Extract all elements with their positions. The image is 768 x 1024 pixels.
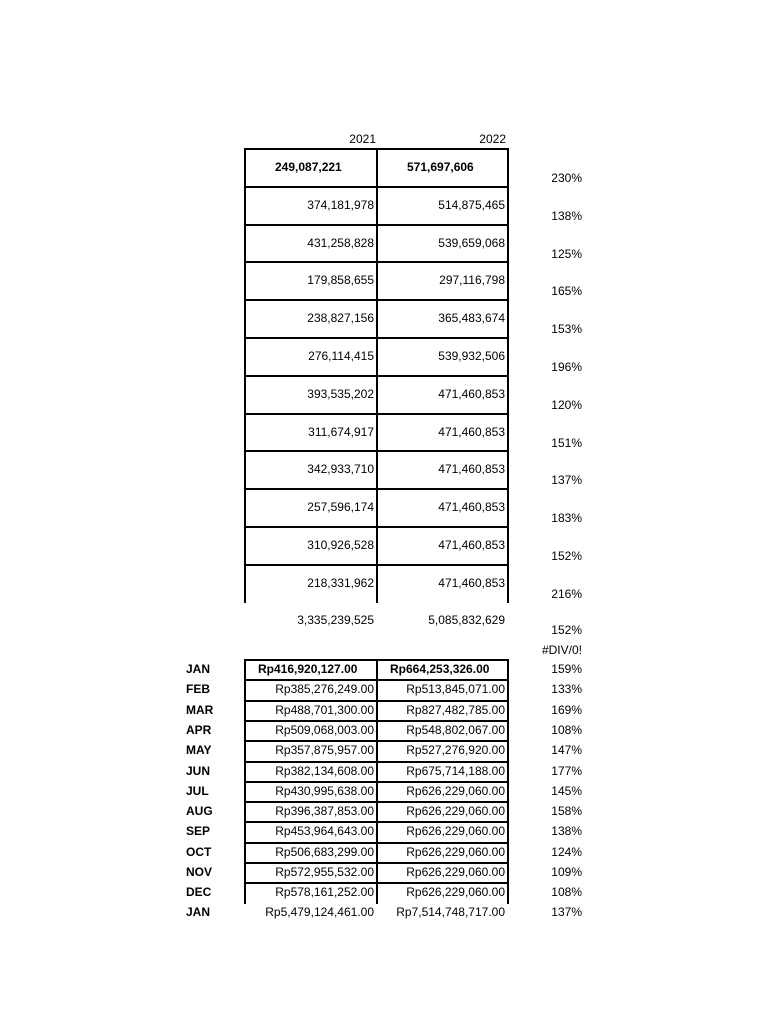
monthly-growth-pct: 169% [551, 703, 582, 717]
monthly-cell-2021: Rp509,068,003.00 [275, 723, 374, 737]
top-table-row-border [244, 299, 509, 301]
top-table-growth-pct: 137% [551, 473, 582, 487]
monthly-growth-pct: 108% [551, 723, 582, 737]
top-table-cell-2021: 342,933,710 [307, 462, 374, 476]
top-table-growth-pct: 153% [551, 322, 582, 336]
monthly-cell-2022: Rp626,229,060.00 [406, 784, 505, 798]
monthly-cell-2021: Rp578,161,252.00 [275, 885, 374, 899]
top-table-cell-2022: 471,460,853 [438, 538, 505, 552]
month-label: NOV [186, 865, 213, 879]
top-table-cell-2021: 257,596,174 [307, 500, 374, 514]
monthly-cell-2021: Rp572,955,532.00 [275, 865, 374, 879]
month-label: MAY [186, 743, 212, 757]
monthly-cell-2022: Rp548,802,067.00 [406, 723, 505, 737]
monthly-total-2022: Rp7,514,748,717.00 [396, 905, 505, 919]
top-table-row-border [244, 261, 509, 263]
monthly-cell-2022: Rp626,229,060.00 [406, 865, 505, 879]
top-table-growth-pct: 165% [551, 284, 582, 298]
monthly-cell-2021: Rp385,276,249.00 [275, 682, 374, 696]
month-label: AUG [186, 804, 213, 818]
monthly-table-row-border [244, 882, 509, 884]
top-table-cell-2021: 374,181,978 [307, 198, 374, 212]
top-table-growth-pct: 138% [551, 209, 582, 223]
month-label: JAN [186, 662, 211, 676]
month-label: JUN [186, 764, 211, 778]
monthly-cell-2022: Rp664,253,326.00 [390, 662, 490, 676]
top-table-cell-2022: 471,460,853 [438, 462, 505, 476]
monthly-cell-2021: Rp382,134,608.00 [275, 764, 374, 778]
top-table-cell-2021: 311,674,917 [308, 425, 374, 439]
monthly-cell-2021: Rp488,701,300.00 [275, 703, 374, 717]
monthly-cell-2022: Rp626,229,060.00 [406, 824, 505, 838]
monthly-growth-pct: 159% [551, 662, 582, 676]
monthly-growth-pct: 158% [551, 804, 582, 818]
month-label: OCT [186, 845, 212, 859]
month-label: JUL [186, 784, 209, 798]
top-table-cell-2022: 471,460,853 [438, 576, 505, 590]
div-zero-error-cell: #DIV/0! [541, 643, 582, 657]
monthly-table-row-border [244, 842, 509, 844]
month-label: MAR [186, 703, 214, 717]
top-table-row-border [244, 186, 509, 188]
monthly-table-row-border [244, 679, 509, 681]
top-table-row-border [244, 450, 509, 452]
top-table-cell-2022: 471,460,853 [438, 425, 505, 439]
top-table-total-pct: 152% [551, 623, 582, 637]
monthly-growth-pct: 177% [551, 764, 582, 778]
top-table-growth-pct: 230% [551, 171, 582, 185]
top-table-growth-pct: 216% [551, 587, 582, 601]
monthly-cell-2022: Rp626,229,060.00 [406, 885, 505, 899]
top-table-cell-2021: 249,087,221 [275, 160, 342, 174]
year-2022-header: 2022 [479, 132, 506, 146]
monthly-growth-pct: 147% [551, 743, 582, 757]
top-table-growth-pct: 196% [551, 360, 582, 374]
month-label: DEC [186, 885, 212, 899]
monthly-growth-pct: 133% [551, 682, 582, 696]
top-table-cell-2021: 238,827,156 [307, 311, 374, 325]
monthly-growth-pct: 138% [551, 824, 582, 838]
monthly-cell-2022: Rp626,229,060.00 [406, 845, 505, 859]
monthly-table-row-border [244, 659, 509, 661]
monthly-table-row-border [244, 821, 509, 823]
monthly-cell-2021: Rp453,964,643.00 [275, 824, 374, 838]
top-table-row-border [244, 337, 509, 339]
monthly-total-pct: 137% [551, 905, 582, 919]
top-table-growth-pct: 152% [551, 549, 582, 563]
top-table-growth-pct: 183% [551, 511, 582, 525]
top-table-cell-2021: 431,258,828 [307, 236, 374, 250]
monthly-total-2021: Rp5,479,124,461.00 [265, 905, 374, 919]
top-table-row-border [244, 148, 509, 150]
monthly-table-row-border [244, 761, 509, 763]
monthly-cell-2021: Rp396,387,853.00 [275, 804, 374, 818]
top-table-row-border [244, 526, 509, 528]
top-table-row-border [244, 375, 509, 377]
monthly-table-row-border [244, 740, 509, 742]
top-table-total-2022: 5,085,832,629 [428, 613, 505, 627]
top-table-growth-pct: 120% [551, 398, 582, 412]
top-table-cell-2022: 571,697,606 [407, 160, 474, 174]
monthly-table-row-border [244, 781, 509, 783]
monthly-table-row-border [244, 720, 509, 722]
monthly-cell-2022: Rp675,714,188.00 [406, 764, 505, 778]
top-table-cell-2022: 471,460,853 [438, 387, 505, 401]
monthly-growth-pct: 124% [551, 845, 582, 859]
monthly-growth-pct: 108% [551, 885, 582, 899]
month-label: FEB [186, 682, 210, 696]
top-table-row-border [244, 488, 509, 490]
top-table-cell-2022: 539,659,068 [438, 236, 505, 250]
top-table-total-2021: 3,335,239,525 [297, 613, 374, 627]
monthly-growth-pct: 109% [551, 865, 582, 879]
month-label: SEP [186, 824, 211, 838]
month-label: APR [186, 723, 212, 737]
top-table-cell-2021: 310,926,528 [307, 538, 374, 552]
monthly-cell-2022: Rp827,482,785.00 [406, 703, 505, 717]
monthly-cell-2021: Rp506,683,299.00 [275, 845, 374, 859]
top-table-cell-2021: 393,535,202 [307, 387, 374, 401]
top-table-cell-2021: 218,331,962 [307, 576, 374, 590]
top-table-growth-pct: 125% [551, 247, 582, 261]
top-table-row-border [244, 224, 509, 226]
monthly-total-label: JAN [186, 905, 211, 919]
top-table-cell-2022: 514,875,465 [438, 198, 505, 212]
monthly-cell-2022: Rp513,845,071.00 [406, 682, 505, 696]
monthly-table-row-border [244, 801, 509, 803]
year-2021-header: 2021 [349, 132, 376, 146]
top-table-cell-2021: 179,858,655 [307, 273, 374, 287]
top-table-growth-pct: 151% [551, 436, 582, 450]
monthly-growth-pct: 145% [551, 784, 582, 798]
top-table-cell-2022: 539,932,506 [438, 349, 505, 363]
top-table-cell-2022: 365,483,674 [438, 311, 505, 325]
monthly-cell-2021: Rp357,875,957.00 [275, 743, 374, 757]
monthly-cell-2021: Rp430,995,638.00 [275, 784, 374, 798]
top-table-row-border [244, 413, 509, 415]
top-table-cell-2022: 297,116,798 [439, 273, 505, 287]
top-table-cell-2022: 471,460,853 [438, 500, 505, 514]
monthly-cell-2022: Rp527,276,920.00 [406, 743, 505, 757]
top-table-row-border [244, 564, 509, 566]
monthly-cell-2022: Rp626,229,060.00 [406, 804, 505, 818]
monthly-cell-2021: Rp416,920,127.00 [258, 662, 358, 676]
top-table-cell-2021: 276,114,415 [308, 349, 374, 363]
monthly-table-row-border [244, 862, 509, 864]
monthly-table-row-border [244, 700, 509, 702]
